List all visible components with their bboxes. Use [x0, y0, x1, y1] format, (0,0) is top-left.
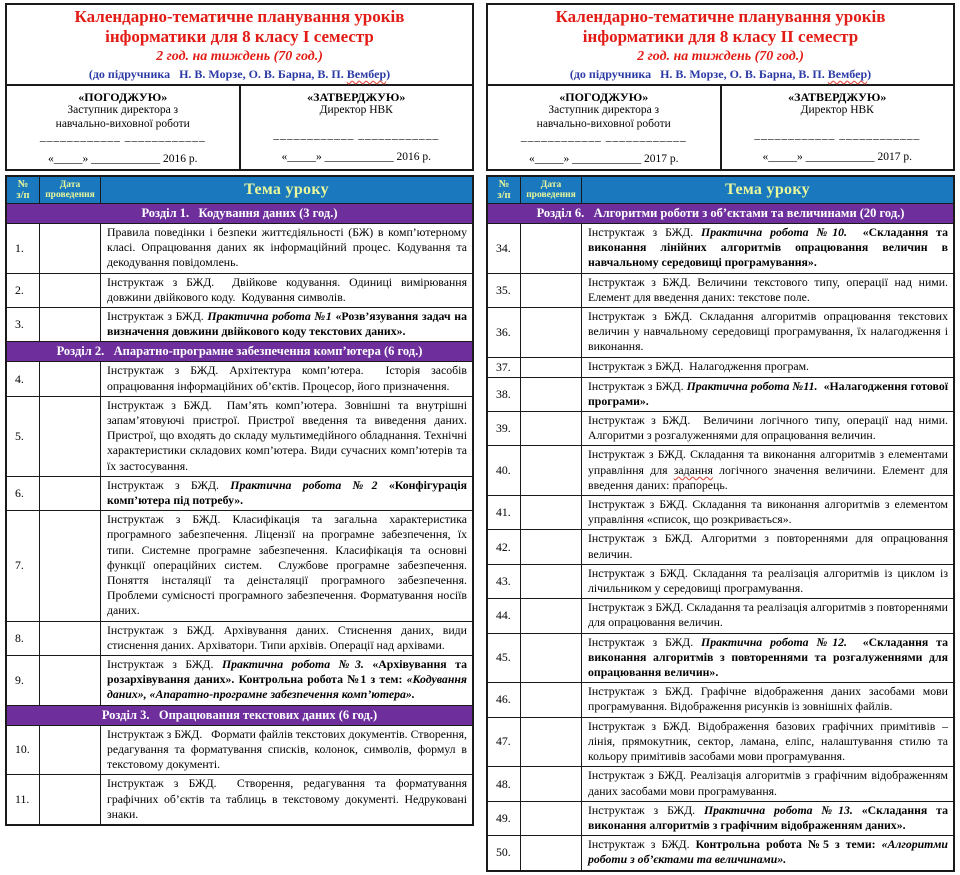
topic-text-segment: «Алгоритми роботи з об’єктами та величинами». — [588, 837, 948, 867]
lesson-row — [6, 511, 473, 621]
lesson-plan-table — [486, 175, 955, 872]
lesson-date-cell — [521, 801, 582, 835]
topic-text-segment: Інструктаж з БЖД. — [588, 634, 702, 649]
title-block — [5, 3, 474, 86]
lesson-date-cell — [521, 377, 582, 411]
approval-right-cell — [720, 86, 954, 169]
lesson-date-cell — [521, 564, 582, 598]
topic-text-segment: Практична робота №12. — [701, 634, 863, 649]
topic-text-segment: Інструктаж з БЖД. Складання та реалізація алгоритмів з повтореннями для опрацювання величин. — [588, 600, 948, 630]
lesson-date-cell — [40, 476, 101, 510]
lesson-date-cell — [40, 224, 101, 274]
lesson-number: 36. — [487, 308, 521, 358]
signature-line: ____________ ____________ — [273, 129, 440, 141]
lesson-topic — [582, 357, 955, 377]
lesson-row — [6, 656, 473, 706]
title-line-1: Календарно-тематичне планування уроків — [555, 7, 886, 26]
topic-text-segment: Інструктаж з БЖД. — [107, 309, 208, 324]
lesson-date-cell — [40, 273, 101, 307]
lesson-date-cell — [40, 656, 101, 706]
lesson-number: 35. — [487, 273, 521, 307]
section-title: Розділ 6. Алгоритми роботи з об’єктами та величинами (20 год.) — [487, 204, 954, 224]
textbook-line — [9, 67, 470, 81]
topic-text-segment: Практична робота №1 — [207, 309, 336, 324]
topic-text-segment: Інструктаж з БЖД. Архітектура комп’ютера. Історія засобів опрацювання інформаційних об’єктів. Процесор, його призначення. — [107, 363, 467, 393]
textbook-prefix: (до підручника Н. В. Морзе, О. В. Барна, В. П. — [88, 67, 347, 81]
topic-text-segment: Інструктаж з БЖД. Двійкове кодування. Одиниці вимірювання довжини двійкового коду. Кодування символів. — [107, 274, 467, 304]
lesson-date-cell — [40, 511, 101, 621]
lesson-number: 10. — [6, 725, 40, 775]
hours-subtitle: 2 год. на тиждень (70 год.) — [637, 49, 804, 64]
lesson-row — [6, 396, 473, 476]
col-header-topic: Тема уроку — [101, 176, 474, 204]
table-header-row — [6, 176, 473, 204]
topic-text-segment: «Складання та виконання лінійних алгоритмів опрацювання величин в навчальному середовищі програмування». — [588, 225, 948, 270]
date-blank-line: «_____» ____________ 2017 р. — [529, 153, 679, 165]
topic-text-segment: Інструктаж з БЖД. — [588, 378, 687, 393]
lesson-number: 37. — [487, 357, 521, 377]
topic-text-segment: Інструктаж з БЖД. Величини логічного типу, операції над ними. Алгоритми з розгалуженнями для опрацювання величин. — [588, 413, 948, 443]
topic-text-segment: Інструктаж з БЖД. Алгоритми з повтореннями для опрацювання величин. — [588, 531, 948, 561]
topic-text-segment: Практична робота №13. — [703, 802, 862, 817]
col-header-number-line2: з/п — [16, 190, 30, 201]
lesson-date-cell — [40, 308, 101, 342]
lesson-number: 7. — [6, 511, 40, 621]
lesson-date-cell — [521, 273, 582, 307]
lesson-topic — [582, 446, 955, 496]
topic-text-segment: Інструктаж з БЖД. — [588, 837, 696, 852]
lesson-row — [6, 308, 473, 342]
lesson-date-cell — [521, 633, 582, 683]
lesson-date-cell — [521, 446, 582, 496]
topic-text-segment: Практична робота №2 — [230, 477, 389, 492]
lesson-date-cell — [521, 683, 582, 717]
lesson-row — [487, 599, 954, 633]
lesson-row — [487, 836, 954, 871]
topic-text-segment: Інструктаж з БЖД. Архівування даних. Стиснення даних, види стиснення даних. Архіватори. Типи архівів. Операції над архівами. — [107, 622, 467, 652]
lesson-plan-table — [5, 175, 474, 826]
lesson-topic — [101, 396, 474, 476]
topic-text-segment: Інструктаж з БЖД. Формати файлів текстових документів. Створення, редагування та форматування списків, колонок, символів, формул в текстовому документі. — [107, 726, 467, 772]
title-block — [486, 3, 955, 86]
topic-text-segment: Інструктаж з БЖД. Налагодження програм. — [588, 358, 810, 373]
lesson-row — [487, 801, 954, 835]
topic-text-segment: Інструктаж з БЖД. Відображення базових графічних примітивів – лінія, прямокутник, сектор, ламана, еліпс, налаштування стилю та кольору примітивів засобами мови програмування. — [588, 718, 948, 764]
approval-block — [486, 86, 955, 171]
lesson-topic — [101, 775, 474, 825]
textbook-prefix: (до підручника Н. В. Морзе, О. В. Барна, В. П. — [569, 67, 828, 81]
textbook-author-spellcheck: Вембер — [827, 67, 868, 81]
section-row — [6, 705, 473, 725]
lesson-topic — [101, 308, 474, 342]
textbook-suffix: ) — [867, 67, 872, 81]
lesson-date-cell — [40, 775, 101, 825]
topic-text-segment: Інструктаж з БЖД. Пам’ять комп’ютера. Зовнішні та внутрішні запам’ятовуючі пристрої. Пристрої введення та виведення даних. Пристрої, що входять до складу мультимедійного обладнання. Технічні характеристики складових комп’ютера. Види сучасних комп’ютерів та їх застосування. — [107, 397, 467, 473]
topic-text-segment: «Складання та виконання алгоритмів з графічним відображенням даних». — [588, 802, 948, 832]
col-header-date — [521, 176, 582, 204]
lesson-topic — [582, 564, 955, 598]
date-blank-line: «_____» ____________ 2016 р. — [281, 151, 431, 163]
lesson-row — [487, 683, 954, 717]
lesson-date-cell — [521, 496, 582, 530]
approval-left-cell — [7, 86, 239, 169]
lesson-number: 44. — [487, 599, 521, 633]
lesson-topic — [101, 511, 474, 621]
lesson-row — [487, 357, 954, 377]
lesson-row — [487, 767, 954, 801]
lesson-row — [6, 224, 473, 274]
section-row — [6, 204, 473, 224]
lesson-topic — [582, 412, 955, 446]
topic-text-segment: Інструктаж з БЖД. — [107, 657, 222, 672]
lesson-number: 34. — [487, 224, 521, 274]
lesson-topic — [582, 717, 955, 767]
approval-right-role-1: Директор НВК — [800, 104, 874, 116]
lesson-date-cell — [521, 357, 582, 377]
lesson-date-cell — [521, 412, 582, 446]
topic-text-segment: Інструктаж з БЖД. Графічне відображення даних засобами мови програмування. Відображення рисунків із зовнішніх файлів. — [588, 684, 948, 714]
signature-line: ____________ ____________ — [520, 131, 687, 143]
topic-text-segment: Контрольна робота №5 з теми: — [695, 837, 882, 852]
lesson-number: 47. — [487, 717, 521, 767]
lesson-date-cell — [40, 362, 101, 396]
lesson-topic — [101, 476, 474, 510]
topic-text-segment: Практична робота №10. — [701, 225, 863, 239]
date-blank-line: «_____» ____________ 2016 р. — [48, 153, 198, 165]
textbook-line — [490, 67, 951, 81]
topic-text-segment: Інструктаж з БЖД. Складання та реалізація алгоритмів із циклом із лічильником у середовищі програмування. — [588, 565, 948, 596]
lesson-number: 49. — [487, 801, 521, 835]
lesson-topic — [582, 224, 955, 274]
approval-right-title: «ЗАТВЕРДЖУЮ» — [307, 90, 406, 104]
lesson-topic — [582, 836, 955, 871]
topic-text-segment: Правила поведінки і безпеки життєдіяльності (БЖ) в комп’ютерному класі. Опрацювання даних як інформаційний процес. Кодування та декодування повідомлень. — [107, 225, 467, 270]
topic-text-segment: «Складання та виконання алгоритмів з повтореннями та розгалуженнями для опрацювання величин». — [588, 634, 948, 680]
lesson-table-body — [6, 204, 473, 825]
approval-left-role-2: навчально-виховної роботи — [55, 117, 190, 130]
lesson-date-cell — [521, 717, 582, 767]
lesson-number: 42. — [487, 530, 521, 564]
approval-left-cell — [488, 86, 720, 169]
topic-text-segment: Інструктаж з БЖД. Величини текстового типу, операції над ними. Елемент для введення даних: текстове поле. — [588, 274, 948, 304]
lesson-number: 45. — [487, 633, 521, 683]
lesson-topic — [582, 308, 955, 358]
title-line-2: інформатики для 8 класу І семестр — [105, 27, 374, 46]
lesson-row — [487, 377, 954, 411]
col-header-number — [6, 176, 40, 204]
section-title: Розділ 3. Опрацювання текстових даних (6 год.) — [6, 705, 473, 725]
topic-text-segment: Інструктаж з БЖД. Складання та виконання алгоритмів з елементами управління для — [588, 447, 948, 477]
date-blank-line: «_____» ____________ 2017 р. — [762, 151, 912, 163]
lesson-row — [487, 224, 954, 274]
section-title: Розділ 2. Апаратно-програмне забезпечення комп’ютера (6 год.) — [6, 342, 473, 362]
lesson-row — [487, 412, 954, 446]
lesson-row — [487, 496, 954, 530]
lesson-date-cell — [40, 396, 101, 476]
col-header-date-line2: проведення — [526, 190, 576, 200]
lesson-topic — [101, 273, 474, 307]
approval-right-title: «ЗАТВЕРДЖУЮ» — [788, 90, 887, 104]
signature-line: ____________ ____________ — [754, 129, 921, 141]
approval-left-role-1: Заступник директора з — [67, 104, 179, 116]
section-row — [487, 204, 954, 224]
approval-left-role-1: Заступник директора з — [548, 104, 660, 116]
col-header-date-line1: Дата — [59, 179, 81, 190]
lesson-row — [6, 621, 473, 655]
lesson-row — [487, 564, 954, 598]
col-header-topic: Тема уроку — [582, 176, 955, 204]
lesson-topic — [101, 725, 474, 775]
table-header-row — [487, 176, 954, 204]
lesson-date-cell — [40, 621, 101, 655]
lesson-topic — [582, 599, 955, 633]
topic-text-segment: Інструктаж з БЖД. — [588, 802, 704, 817]
lesson-row — [6, 362, 473, 396]
topic-text-segment: Інструктаж з БЖД. Класифікація та загальна характеристика програмного забезпечення. Ліцензії на програмне забезпечення, їх типи. Системне програмне забезпечення. Класифікація та основні функції операційних систем. Службове програмне забезпечення. Поняття інсталяції та деінсталяції програмного забезпечення. Проблеми сумісності програмного забезпечення. Форматування носіїв даних. — [107, 512, 467, 618]
approval-left-title: «ПОГОДЖУЮ» — [559, 90, 649, 104]
lesson-topic — [582, 633, 955, 683]
lesson-date-cell — [521, 836, 582, 871]
lesson-row — [6, 725, 473, 775]
lesson-number: 3. — [6, 308, 40, 342]
lesson-number: 8. — [6, 621, 40, 655]
lesson-number: 46. — [487, 683, 521, 717]
lesson-date-cell — [521, 767, 582, 801]
lesson-number: 11. — [6, 775, 40, 825]
lesson-row — [487, 446, 954, 496]
lesson-date-cell — [40, 725, 101, 775]
topic-text-segment: логічного значення величини. Елемент для введення даних: прапорець. — [588, 462, 948, 492]
lesson-number: 1. — [6, 224, 40, 274]
lesson-date-cell — [521, 224, 582, 274]
topic-text-segment: «Розв’язування задач на визначення довжини двійкового коду текстових даних». — [107, 309, 468, 339]
lesson-row — [487, 308, 954, 358]
lesson-number: 39. — [487, 412, 521, 446]
page-semester-1 — [5, 3, 474, 872]
lesson-row — [487, 633, 954, 683]
approval-right-role-1: Директор НВК — [319, 104, 393, 116]
signature-line: ____________ ____________ — [39, 131, 206, 143]
lesson-number: 4. — [6, 362, 40, 396]
topic-text-segment: Інструктаж з БЖД. — [588, 225, 702, 239]
lesson-number: 40. — [487, 446, 521, 496]
lesson-row — [6, 273, 473, 307]
title-line-2: інформатики для 8 класу ІІ семестр — [582, 27, 859, 46]
lesson-number: 2. — [6, 273, 40, 307]
lesson-row — [487, 717, 954, 767]
lesson-table-body — [487, 204, 954, 871]
lesson-topic — [582, 767, 955, 801]
approval-left-role-2: навчально-виховної роботи — [536, 117, 671, 130]
topic-text-segment: задання — [673, 462, 713, 477]
topic-text-segment: Інструктаж з БЖД. Реалізація алгоритмів з графічним відображенням даних засобами мови програмування. — [588, 768, 948, 798]
lesson-row — [6, 476, 473, 510]
approval-right-cell — [239, 86, 473, 169]
col-header-number-line2: з/п — [497, 190, 511, 201]
col-header-date-line2: проведення — [45, 190, 95, 200]
lesson-topic — [582, 273, 955, 307]
lesson-topic — [101, 362, 474, 396]
lesson-number: 5. — [6, 396, 40, 476]
topic-text-segment: «Архівування та розархівування даних». Контрольна робота №1 з тем: — [107, 657, 467, 687]
lesson-date-cell — [521, 308, 582, 358]
lesson-number: 6. — [6, 476, 40, 510]
lesson-row — [6, 775, 473, 825]
title-line-1: Календарно-тематичне планування уроків — [74, 7, 405, 26]
lesson-topic — [582, 496, 955, 530]
topic-text-segment: «Конфігурація комп’ютера під потребу». — [107, 477, 468, 508]
topic-text-segment: Інструктаж з БЖД. Складання та виконання алгоритмів з елементом управління «список, що розкривається». — [588, 497, 948, 527]
textbook-author-spellcheck: Вембер — [346, 67, 387, 81]
topic-text-segment: «Кодування даних», «Апаратно-програмне забезпечення комп’ютера». — [107, 672, 467, 702]
col-header-date — [40, 176, 101, 204]
section-title: Розділ 1. Кодування даних (3 год.) — [6, 204, 473, 224]
lesson-topic — [101, 621, 474, 655]
lesson-topic — [582, 530, 955, 564]
hours-subtitle: 2 год. на тиждень (70 год.) — [156, 49, 323, 64]
lesson-topic — [582, 683, 955, 717]
lesson-row — [487, 273, 954, 307]
lesson-topic — [582, 801, 955, 835]
approval-left-title: «ПОГОДЖУЮ» — [78, 90, 168, 104]
col-header-number — [487, 176, 521, 204]
col-header-number-line1: № — [498, 179, 510, 190]
section-row — [6, 342, 473, 362]
topic-text-segment: Інструктаж з БЖД. — [107, 477, 231, 492]
lesson-number: 41. — [487, 496, 521, 530]
lesson-date-cell — [521, 530, 582, 564]
topic-text-segment: Інструктаж з БЖД. Створення, редагування та форматування графічних об’єктів та таблиць в текстовому документі. Недруковані знаки. — [107, 776, 467, 821]
topic-text-segment: Практична робота №3. — [221, 657, 373, 672]
lesson-number: 43. — [487, 564, 521, 598]
lesson-number: 48. — [487, 767, 521, 801]
lesson-date-cell — [521, 599, 582, 633]
approval-block — [5, 86, 474, 171]
lesson-number: 50. — [487, 836, 521, 871]
lesson-topic — [582, 377, 955, 411]
textbook-suffix: ) — [386, 67, 391, 81]
col-header-number-line1: № — [17, 179, 29, 190]
topic-text-segment: «Налагодження готової програми». — [588, 378, 948, 408]
topic-text-segment: Практична робота №11. — [686, 378, 824, 393]
lesson-topic — [101, 656, 474, 706]
page-semester-2 — [486, 3, 955, 872]
lesson-number: 9. — [6, 656, 40, 706]
col-header-date-line1: Дата — [540, 179, 562, 190]
lesson-number: 38. — [487, 377, 521, 411]
lesson-row — [487, 530, 954, 564]
topic-text-segment: Інструктаж з БЖД. Складання алгоритмів опрацювання текстових величин у навчальному середовищі програмування, їх налагодження і виконання. — [588, 309, 948, 354]
lesson-topic — [101, 224, 474, 274]
